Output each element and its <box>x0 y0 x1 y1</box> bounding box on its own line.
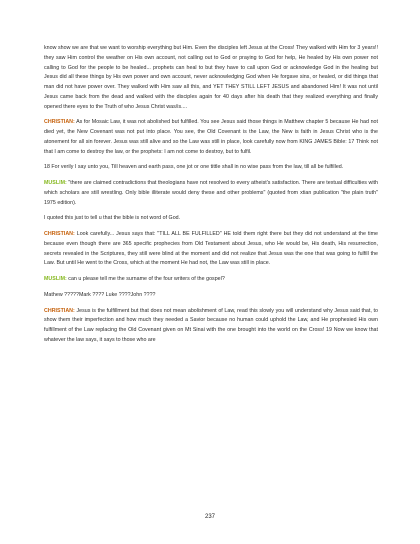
paragraph-9 <box>44 307 378 346</box>
muslim-label: MUSLIM: <box>44 276 67 282</box>
paragraph-4 <box>44 179 378 208</box>
paragraph-4-text: "there are claimed contradictions that theologians have not resolved to every atheist's satisfaction. There are textual difficulties with which scholars are still wrestling. Only bible illiterate would deny these and other problems" (quoted from xtian publication "the plain truth" 1975 edition). <box>44 180 378 206</box>
paragraph-1-text: know show we are that we want to worship everything but Him. Even the disciples left Jesus at the Cross! They walked with Him for 3 years!! they saw Him control the weather on His own account, not calling out to God or praying to God for help, He healed by His own power not calling to God for the people to be healed... prophets can heal to but they have to call upon God or acknowledge God in the healing but Jesus did all these things by His own power and own account, never acknowledging God when He forgave sins, or healed, or did things that man did not have power over. They walked with Him saw all this, and YET THEY STILL LEFT JESUS and abandoned Him! It was not until Jesus came back from the dead and walked with the disciples again for 40 days after his death that they realized everything and finally opened there eyes to the Truth of who Jesus Christ was/is.... <box>44 45 378 110</box>
paragraph-6 <box>44 230 378 269</box>
paragraph-3 <box>44 163 378 173</box>
paragraph-9-text: Jesus is the fulfillment but that does not mean abolishment of Law, read this slowly you will understand why Jesus said that, to show them their imperfection and how much they needed a Savior because no human could uphold the Law, and He prophesied His own fulfillment of the Law replacing the Old Covenant given on Mt Sinai with the one brought into the world on the Cross! 19 Now we know that whatever the law says, it says to those who are <box>44 307 379 343</box>
paragraph-8-text: Mathew ?????Mark ???? Luke ????John ???? <box>44 291 156 298</box>
christian-label: CHRISTIAN: <box>44 307 75 314</box>
page-number: 237 <box>204 514 215 520</box>
paragraph-5 <box>44 214 378 224</box>
paragraph-7-text: can u please tell me the surname of the four writers of the gospel? <box>68 276 225 282</box>
paragraph-2 <box>44 118 378 157</box>
paragraph-5-text: I quoted this just to tell u that the bible is not word of God. <box>44 215 181 222</box>
muslim-label: MUSLIM: <box>44 180 67 186</box>
paragraph-1 <box>44 44 378 112</box>
christian-label: CHRISTIAN: <box>44 231 75 237</box>
paragraph-2-text: As for Mosaic Law, it was not abolished but fulfilled. You see Jesus said those things in Matthew chapter 5 because He had not died yet, the New Covenant was not put into place. You see, the Old Covenant is the Law, the New is faith in Jesus Christ who is the atonement for all sin forever. Jesus was still alive and so the Law was still in place, look carefully now from KING JAMES Bible: 17 Think not that I am come to destroy the law, or the prophets: I am not come to destroy, but to fulfil. <box>44 119 379 155</box>
christian-label: CHRISTIAN: <box>44 119 75 126</box>
paragraph-6-text: Look carefully... Jesus says that: "TILL ALL BE FULFILLED" HE told them right there but they did not understand at the time because even though there are 365 specific prophecies from Old Testament about Jesus, who He would be, His death, His resurrection, secrets revealed in the Scriptures, they still were blind at the moment and did not realize that Jesus was the one that was going to fulfill the Law. But until He went to the Cross, which at the moment He had not, the Law was still in place. <box>44 231 378 267</box>
paragraph-8 <box>44 291 378 301</box>
body-text <box>44 44 378 352</box>
paragraph-3-text: 18 For verily I say unto you, Till heaven and earth pass, one jot or one tittle shall in no wise pass from the law, till all be fulfilled. <box>44 164 344 171</box>
paragraph-7 <box>44 275 378 285</box>
